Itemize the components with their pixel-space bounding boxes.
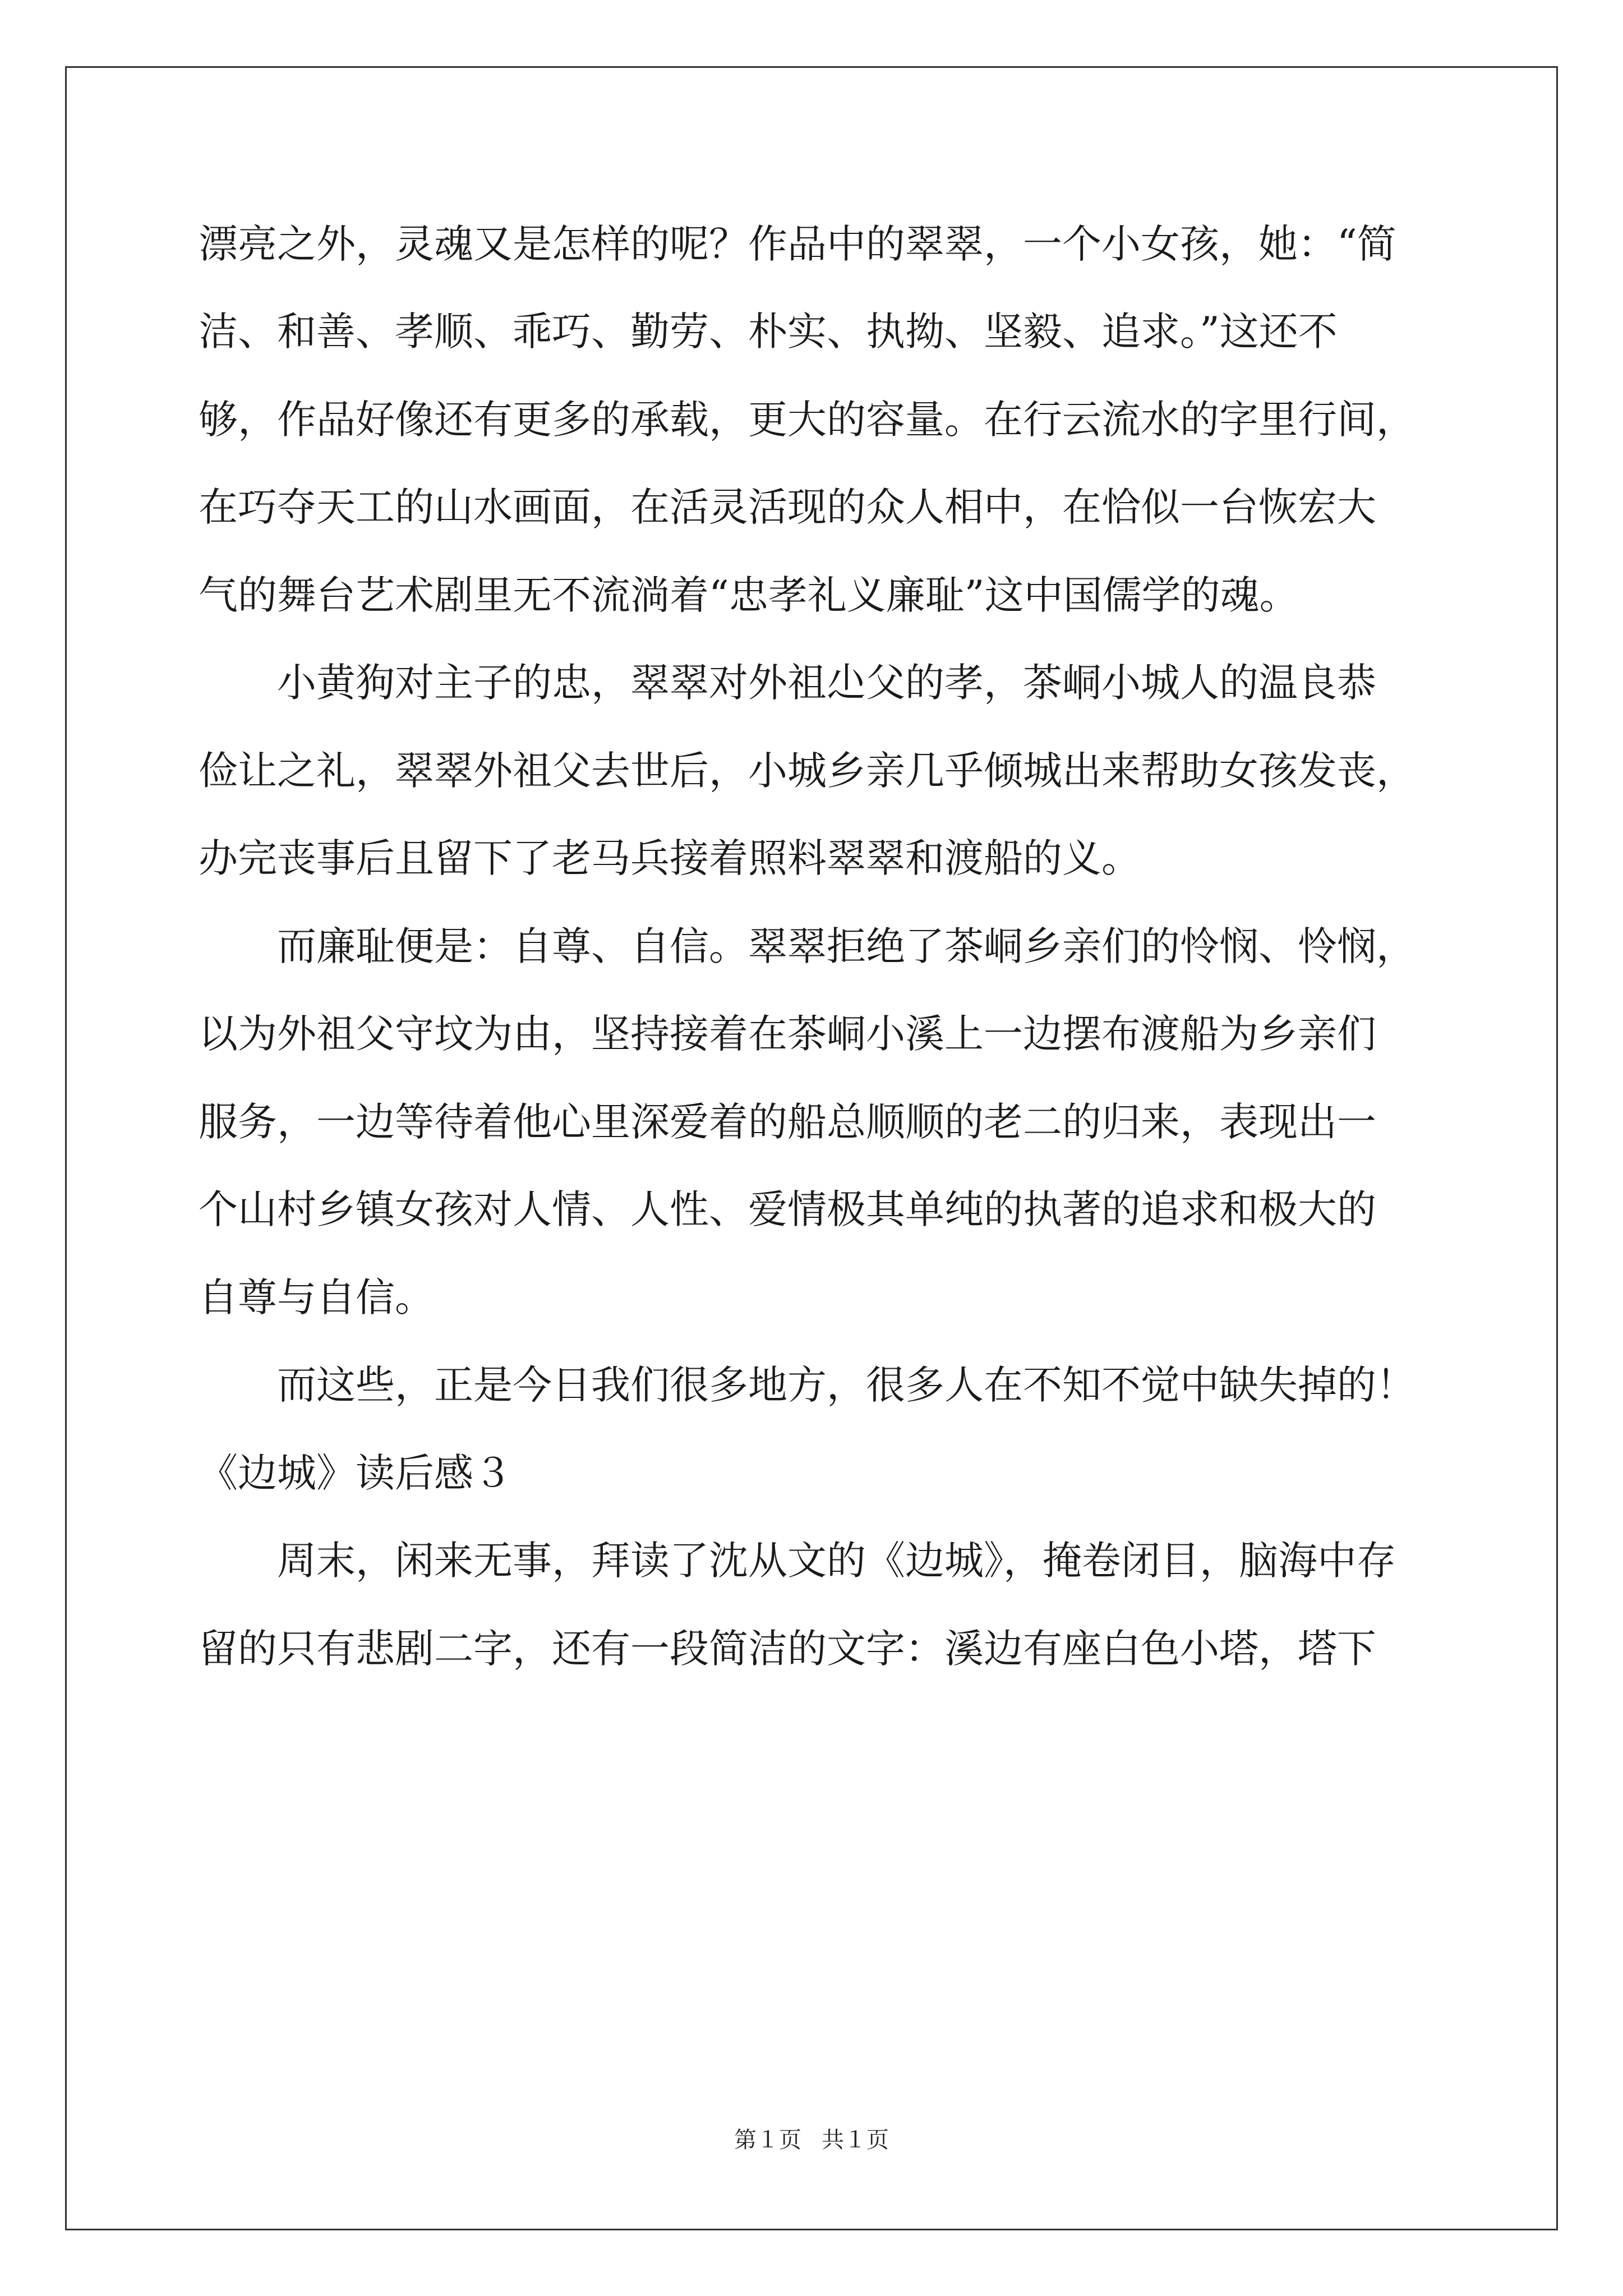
section-heading: 《边城》读后感３ xyxy=(199,1450,513,1496)
text-line: 以为外祖父守坟为由，坚持接着在茶峒小溪上一边摆布渡船为乡亲们 xyxy=(199,1011,1376,1057)
page-total: 共１页 xyxy=(822,2127,889,2153)
text-line: 办完丧事后且留下了老马兵接着照料翠翠和渡船的义。 xyxy=(199,835,1141,881)
text-line: 自尊与自信。 xyxy=(199,1274,434,1320)
page-footer xyxy=(0,2126,1623,2154)
text-line: 而廉耻便是：自尊、自信。翠翠拒绝了茶峒乡亲们的怜悯、怜悯， xyxy=(199,923,1415,969)
text-line: 小黄狗对主子的忠，翠翠对外祖尐父的孝，茶峒小城人的温良恭 xyxy=(199,660,1376,706)
text-line: 漂亮之外，灵魂又是怎样的呢？作品中的翠翠，一个小女孩，她：“简 xyxy=(199,221,1396,267)
text-line: 够，作品好像还有更多的承载，更大的容量。在行云流水的字里行间， xyxy=(199,397,1415,443)
text-line: 俭让之礼，翠翠外祖父去世后，小城乡亲几乎倾城出来帮助女孩发丧， xyxy=(199,748,1415,794)
text-line: 洁、和善、孝顺、乖巧、勤劳、朴实、执拗、坚毅、追求。”这还不 xyxy=(199,309,1338,355)
text-line: 气的舞台艺术剧里无不流淌着“忠孝礼义廉耻”这中国儒学的魂。 xyxy=(199,572,1299,618)
text-line: 周末，闲来无事，拜读了沈从文的《边城》，掩卷闭目，脑海中存 xyxy=(199,1538,1396,1584)
page-number: 第１页 xyxy=(734,2127,801,2153)
text-line: 服务，一边等待着他心里深爱着的船总顺顺的老二的归来，表现出一 xyxy=(199,1099,1376,1145)
text-line: 个山村乡镇女孩对人情、人性、爱情极其单纯的执著的追求和极大的 xyxy=(199,1186,1376,1232)
text-line: 而这些，正是今日我们很多地方，很多人在不知不觉中缺失掉的！ xyxy=(199,1362,1415,1408)
text-line: 留的只有悲剧二字，还有一段简洁的文字：溪边有座白色小塔，塔下 xyxy=(199,1626,1376,1672)
text-line: 在巧夺天工的山水画面，在活灵活现的众人相中，在恰似一台恢宏大 xyxy=(199,484,1376,530)
